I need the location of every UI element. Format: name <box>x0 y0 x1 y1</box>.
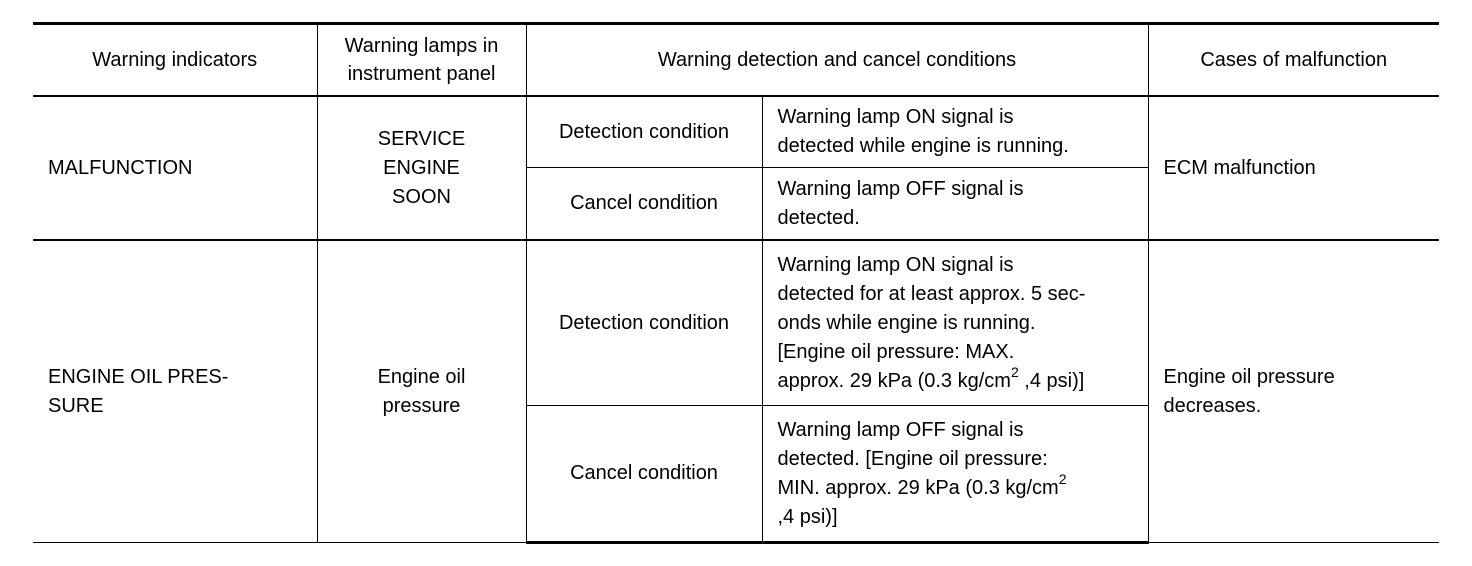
case-cell <box>1148 96 1439 240</box>
header-cases-of-malfunction <box>1148 24 1439 97</box>
table-row <box>33 240 1439 406</box>
warning-indicators-table <box>33 22 1439 544</box>
case-ecm-malfunction: ECM malfunction <box>1163 156 1316 179</box>
cancel-condition-label: Cancel condition <box>570 192 718 214</box>
cancel-condition-label: Cancel condition <box>570 462 718 484</box>
indicator-line: SURE <box>48 394 104 417</box>
description-text: approx. 29 kPa (0.3 kg/cm <box>777 369 1011 392</box>
table-row <box>33 96 1439 168</box>
description-line: detected while engine is running. <box>777 135 1069 157</box>
description-text: ,4 psi)] <box>1018 369 1085 392</box>
header-warning-indicators <box>33 24 317 97</box>
description-line: detected for at least approx. 5 sec- <box>777 282 1086 305</box>
case-cell <box>1148 240 1439 543</box>
condition-label-cell <box>526 240 762 406</box>
case-line: Engine oil pressure <box>1163 365 1335 388</box>
description-line: onds while engine is running. <box>777 311 1036 334</box>
superscript: 2 <box>1058 470 1067 487</box>
description-line: Warning lamp ON signal is <box>777 106 1014 128</box>
lamp-line: Engine oil <box>377 365 466 388</box>
header-conditions <box>526 24 1148 97</box>
description-line <box>777 363 1133 396</box>
description-line: detected. [Engine oil pressure: <box>777 447 1048 470</box>
description-line: Warning lamp OFF signal is <box>777 177 1024 200</box>
condition-description-cell <box>762 406 1148 543</box>
condition-label-cell <box>526 168 762 241</box>
lamp-line: ENGINE <box>383 156 460 179</box>
detection-condition-label: Detection condition <box>558 311 730 334</box>
header-conditions-text: Warning detection and cancel conditions <box>657 49 1017 71</box>
lamp-line: SOON <box>392 185 451 208</box>
indicator-cell <box>33 96 317 240</box>
header-warning-lamps <box>317 24 526 97</box>
superscript: 2 <box>1010 363 1019 380</box>
header-cases-text: Cases of malfunction <box>1200 49 1388 71</box>
lamp-line: SERVICE <box>377 127 466 150</box>
header-warning-lamps-line2: instrument panel <box>347 63 496 85</box>
condition-description-cell <box>762 240 1148 406</box>
indicator-malfunction: MALFUNCTION <box>48 156 193 179</box>
description-text: MIN. approx. 29 kPa (0.3 kg/cm <box>777 476 1059 499</box>
lamp-cell <box>317 240 526 543</box>
indicator-line: ENGINE OIL PRES- <box>48 365 229 388</box>
description-line <box>777 470 1133 503</box>
header-warning-indicators-text: Warning indicators <box>92 49 258 71</box>
case-line: decreases. <box>1163 394 1262 417</box>
description-line: detected. <box>777 206 860 229</box>
description-line: Warning lamp OFF signal is <box>777 418 1024 441</box>
condition-description-cell <box>762 96 1148 168</box>
table-header-row <box>33 24 1439 97</box>
description-line: Warning lamp ON signal is <box>777 253 1014 276</box>
condition-label-cell <box>526 406 762 543</box>
lamp-cell <box>317 96 526 240</box>
indicator-cell <box>33 240 317 543</box>
lamp-line: pressure <box>382 394 461 417</box>
detection-condition-label: Detection condition <box>558 120 730 143</box>
condition-description-cell <box>762 168 1148 241</box>
description-line: [Engine oil pressure: MAX. <box>777 340 1015 363</box>
header-warning-lamps-line1: Warning lamps in <box>344 35 499 57</box>
condition-label-cell <box>526 96 762 168</box>
description-line: ,4 psi)] <box>777 505 838 528</box>
